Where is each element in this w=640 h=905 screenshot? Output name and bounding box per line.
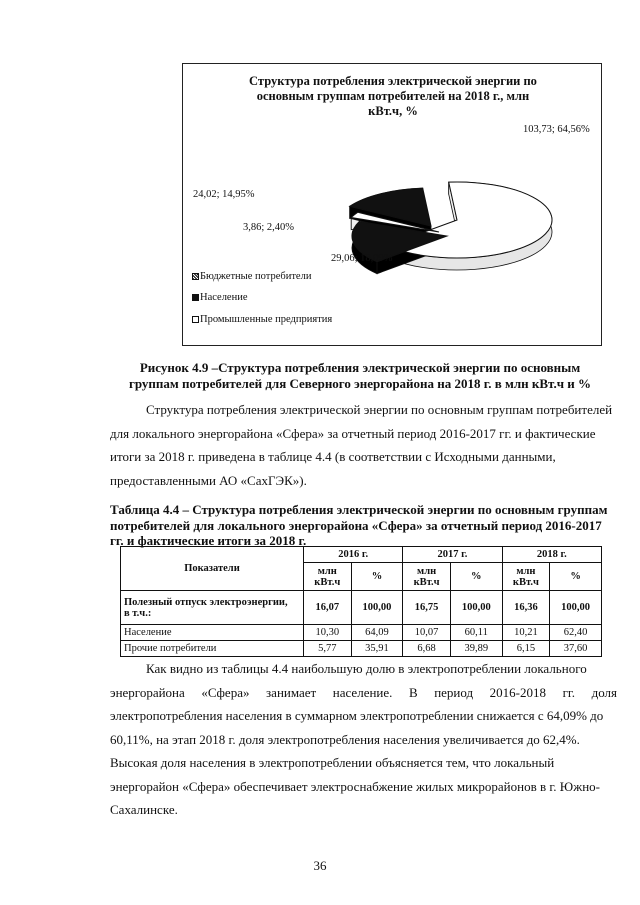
paragraph-2 [110,657,617,822]
pie-chart-frame [182,63,602,346]
paragraph-line: энергорайона «Сфера» занимает население. В период 2016-2018 гг. доля [110,684,617,700]
paragraph-line: Высокая доля населения в электропотреблении объясняется тем, что локальный [110,755,555,770]
row-name: Население [121,625,304,641]
row-name: Прочие потребители [121,641,304,657]
legend-item-budget [192,271,311,282]
legend-swatch-black [192,294,199,301]
table-cell: 10,30 [304,625,352,641]
unit-header: млн кВт.ч [304,563,352,591]
pie-data-label: 3,86; 2,40% [243,222,295,233]
paragraph-line: для локального энергорайона «Сфера» за отчетный период 2016-2017 гг. и фактические [110,425,596,441]
paragraph-line: итоги за 2018 г. приведена в таблице 4.4 (в соответствии с Исходными данными, [110,449,556,464]
table-cell: 35,91 [351,641,403,657]
table-cell: 100,00 [450,591,502,625]
year-header: 2018 г. [502,547,601,563]
paragraph-line: Как видно из таблицы 4.4 наибольшую долю в электропотреблении локального [146,661,587,676]
figure-caption-line: Рисунок 4.9 –Структура потребления электрической энергии по основным [139,360,581,375]
table-caption-line: Таблица 4.4 – Структура потребления электрической энергии по основным группам [110,502,608,517]
pie-data-label: 24,02; 14,95% [193,189,255,200]
paragraph-line: Структура потребления электрической энергии по основным группам потребителей [146,402,613,417]
legend-item-population [192,292,248,303]
table-cell: 16,07 [304,591,352,625]
table-cell: 16,36 [502,591,550,625]
percent-header: % [351,563,403,591]
table-row [121,591,602,625]
table-cell: 60,11 [450,625,502,641]
table-caption [110,502,617,549]
paragraph-1 [110,398,617,492]
figure-caption [100,360,620,392]
table-cell: 6,68 [403,641,451,657]
table-cell: 10,07 [403,625,451,641]
legend-label: Промышленные предприятия [200,314,333,325]
paragraph-line: электропотребления населения в суммарном электропотреблении снижается с 64,09% до [110,708,604,723]
table-cell: 39,89 [450,641,502,657]
chart-title-line: Структура потребления электрической энергии по [249,74,537,88]
pie-chart [183,64,603,347]
row-name: Полезный отпуск электроэнергии, в т.ч.: [121,591,304,625]
pie-data-label: 29,06; 18,09% [331,253,393,264]
table-cell: 62,40 [550,625,602,641]
pie-data-label: 103,73; 64,56% [523,124,590,135]
unit-header: млн кВт.ч [403,563,451,591]
legend-label: Население [200,292,248,303]
year-header: 2016 г. [304,547,403,563]
paragraph-line: предоставленными АО «СахГЭК»). [110,472,307,488]
indicator-header: Показатели [121,547,304,591]
percent-header: % [550,563,602,591]
legend-item-industry [192,314,332,325]
table-cell: 64,09 [351,625,403,641]
percent-header: % [450,563,502,591]
table-cell: 37,60 [550,641,602,657]
year-header: 2017 г. [403,547,502,563]
legend-swatch-white [192,316,199,323]
table-caption-line: потребителей для локального энергорайона «Сфера» за отчетный период 2016-2017 [110,517,602,533]
paragraph-line: 60,11%, на этап 2018 г. доля электропотребления населения увеличивается до 62,4%. [110,731,580,747]
table-cell: 10,21 [502,625,550,641]
chart-title-line: основным группам потребителей на 2018 г., млн [256,89,530,103]
consumption-table [120,546,602,657]
table-cell: 6,15 [502,641,550,657]
legend-label: Бюджетные потребители [200,271,312,282]
figure-caption-line: группам потребителей для Северного энергорайона на 2018 г. в млн кВт.ч и % [128,376,592,391]
legend-swatch-hatched [192,273,199,280]
chart-title-line: кВт.ч, % [368,104,418,118]
table-row [121,625,602,641]
table-cell: 16,75 [403,591,451,625]
table-cell: 100,00 [351,591,403,625]
table-header-row [121,547,602,563]
table-cell: 100,00 [550,591,602,625]
table-cell: 5,77 [304,641,352,657]
page-number: 36 [313,858,327,873]
table-row [121,641,602,657]
unit-header: млн кВт.ч [502,563,550,591]
paragraph-line: Сахалинске. [110,802,178,817]
paragraph-line: энергорайон «Сфера» обеспечивает электроснабжение жилых микрорайонов в г. Южно- [110,778,601,794]
table-caption-line: гг. и фактические итоги за 2018 г. [110,533,307,548]
